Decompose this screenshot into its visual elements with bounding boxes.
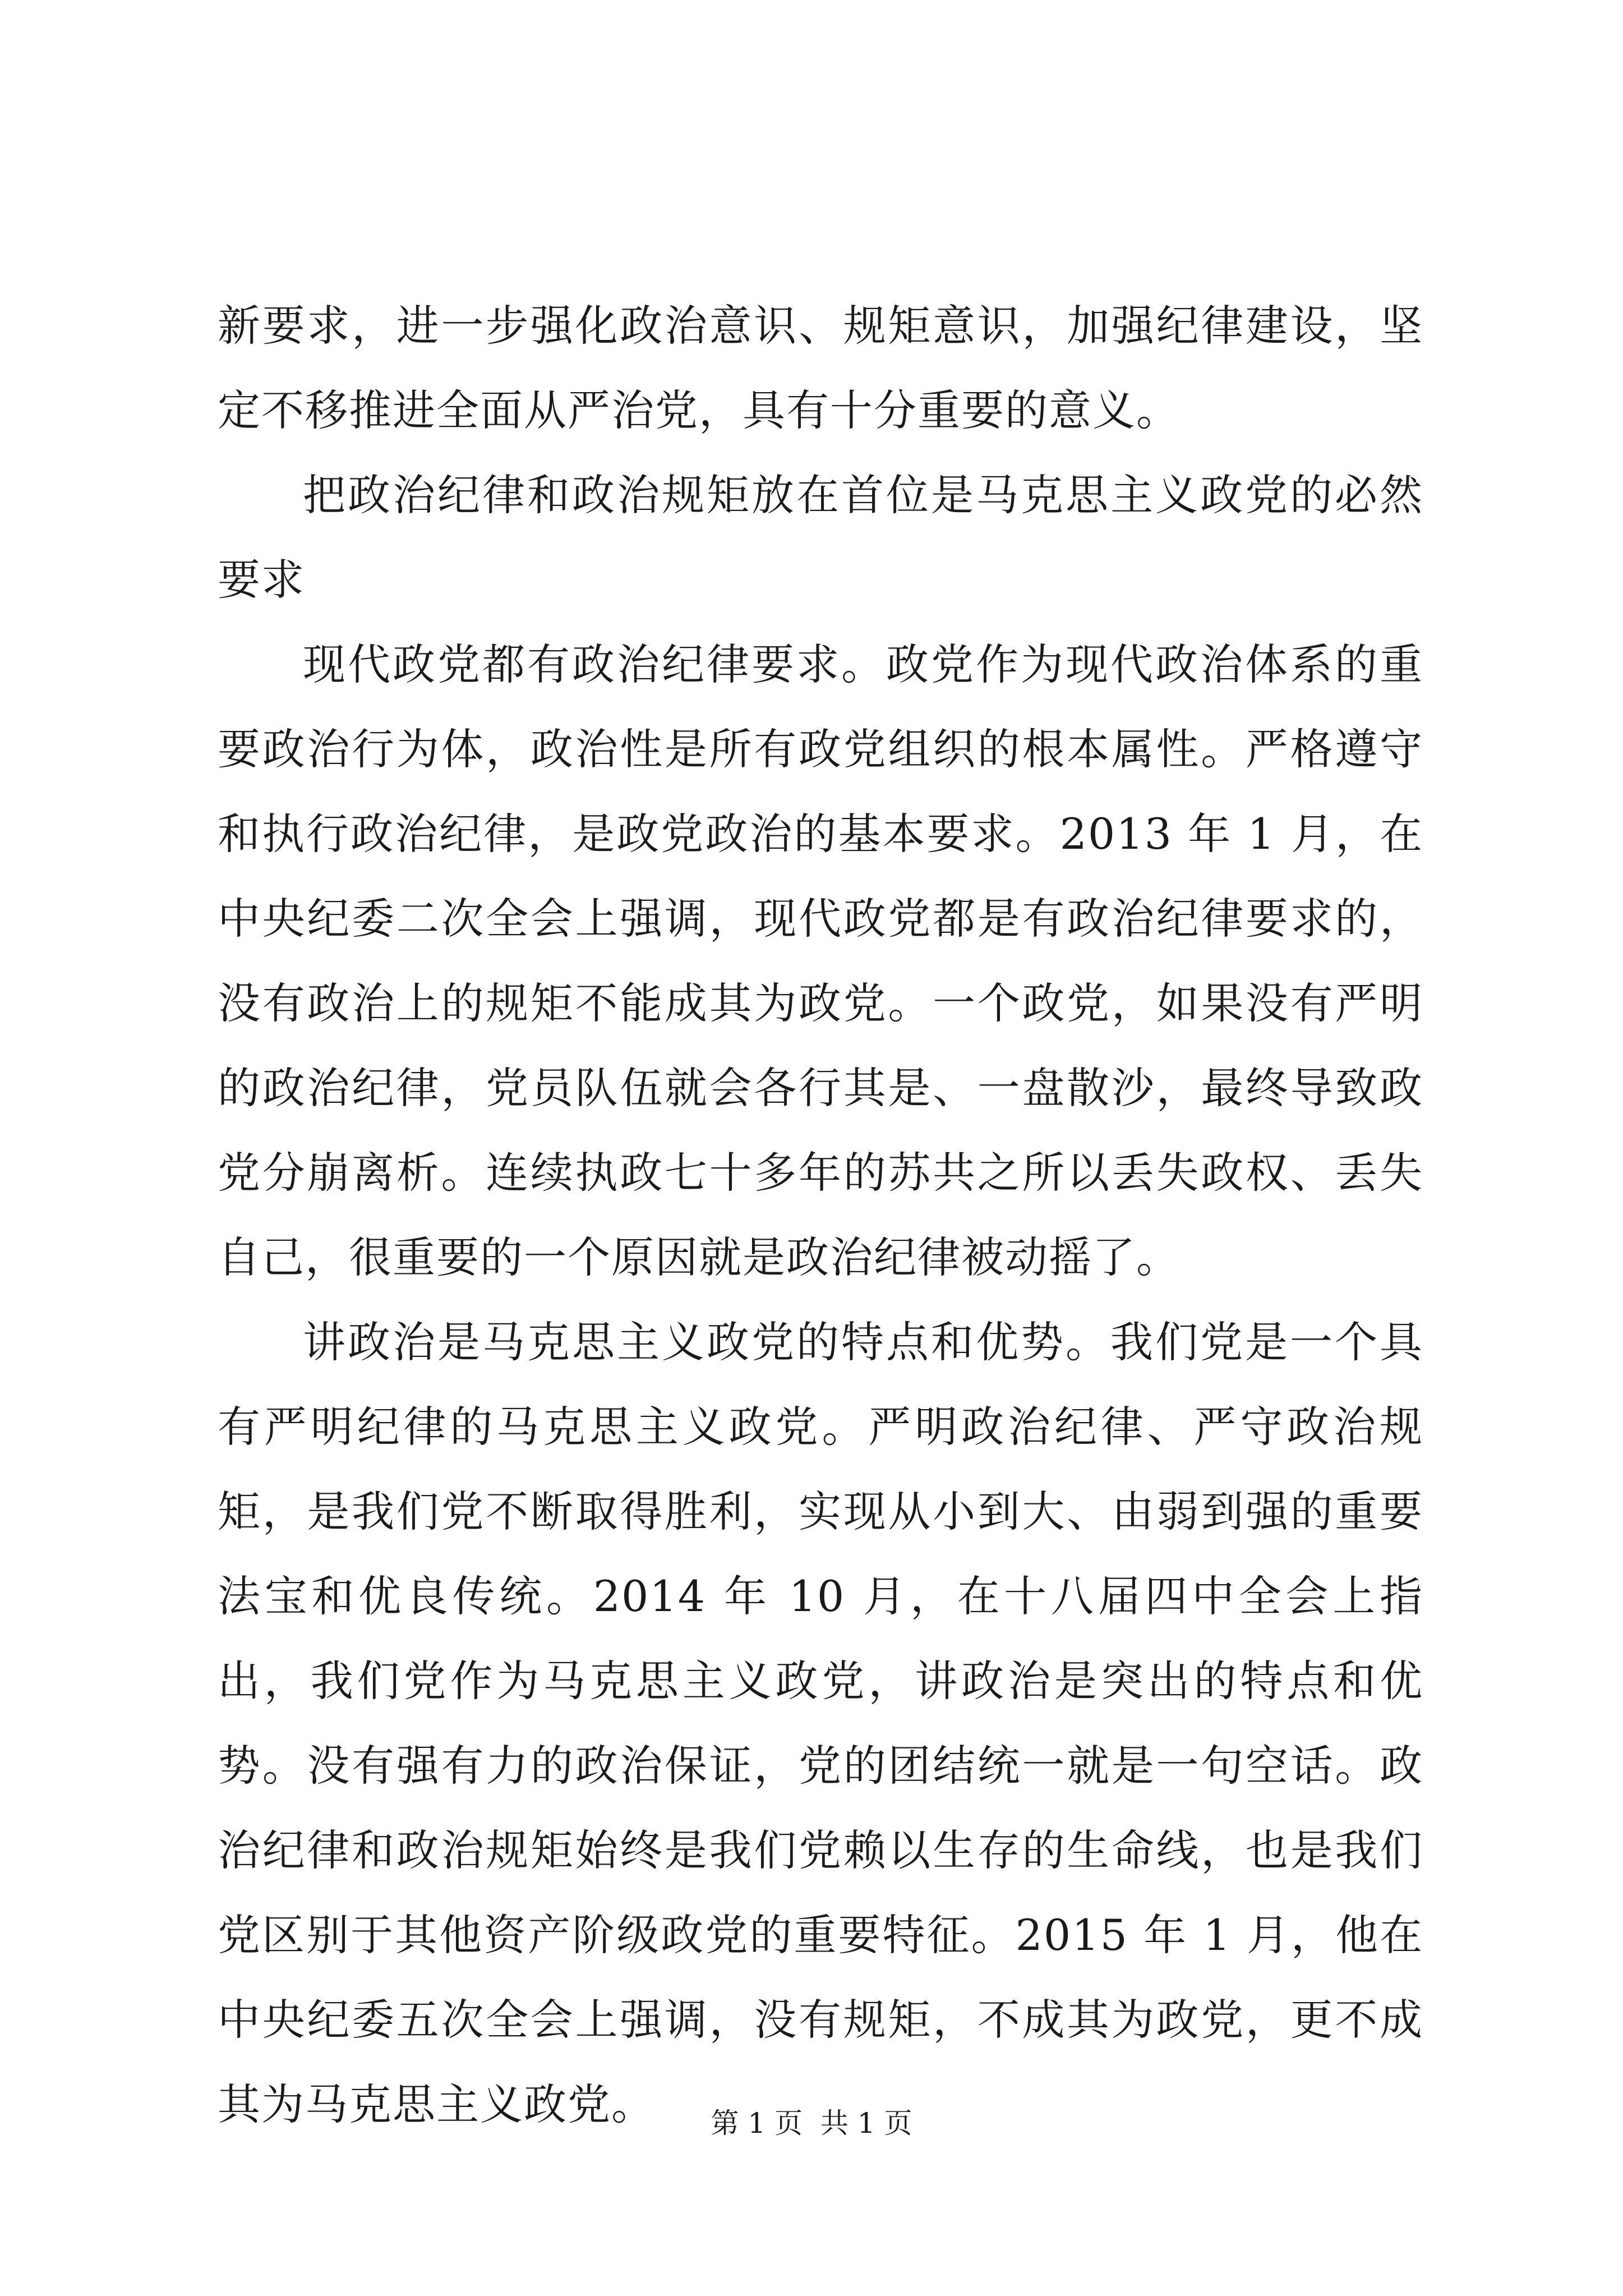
document-body xyxy=(218,283,1423,2147)
page-footer xyxy=(0,2106,1623,2140)
paragraph-3: 现代政党都有政治纪律要求。政党作为现代政治体系的重要政治行为体，政治性是所有政党组织的根本属性。严格遵守和执行政治纪律，是政党政治的基本要求。2013 年 1 月，在中央纪委二次全会上强调，现代政党都是有政治纪律要求的，没有政治上的规矩不能成其为政党。一个政党，如果没有严明的政治纪律，党员队伍就会各行其是、一盘散沙，最终导致政党分崩离析。连续执政七十多年的苏共之所以丢失政权、丢失自己，很重要的一个原因就是政治纪律被动摇了。 xyxy=(218,639,1423,1282)
paragraph-2-heading: 把政治纪律和政治规矩放在首位是马克思主义政党的必然要求 xyxy=(218,470,1423,605)
paragraph-4: 讲政治是马克思主义政党的特点和优势。我们党是一个具有严明纪律的马克思主义政党。严明政治纪律、严守政治规矩，是我们党不断取得胜利，实现从小到大、由弱到强的重要法宝和优良传统。2014 年 10 月，在十八届四中全会上指出，我们党作为马克思主义政党，讲政治是突出的特点和优势。没有强有力的政治保证，党的团结统一就是一句空话。政治纪律和政治规矩始终是我们党赖以生存的生命线，也是我们党区别于其他资产阶级政党的重要特征。2015 年 1 月，他在中央纪委五次全会上强调，没有规矩，不成其为政党，更不成其为马克思主义政党。 xyxy=(218,1317,1423,2129)
page-number-label: 第 1 页 共 1 页 xyxy=(711,2107,912,2139)
paragraph-1: 新要求，进一步强化政治意识、规矩意识，加强纪律建设，坚定不移推进全面从严治党，具有十分重要的意义。 xyxy=(218,301,1423,435)
